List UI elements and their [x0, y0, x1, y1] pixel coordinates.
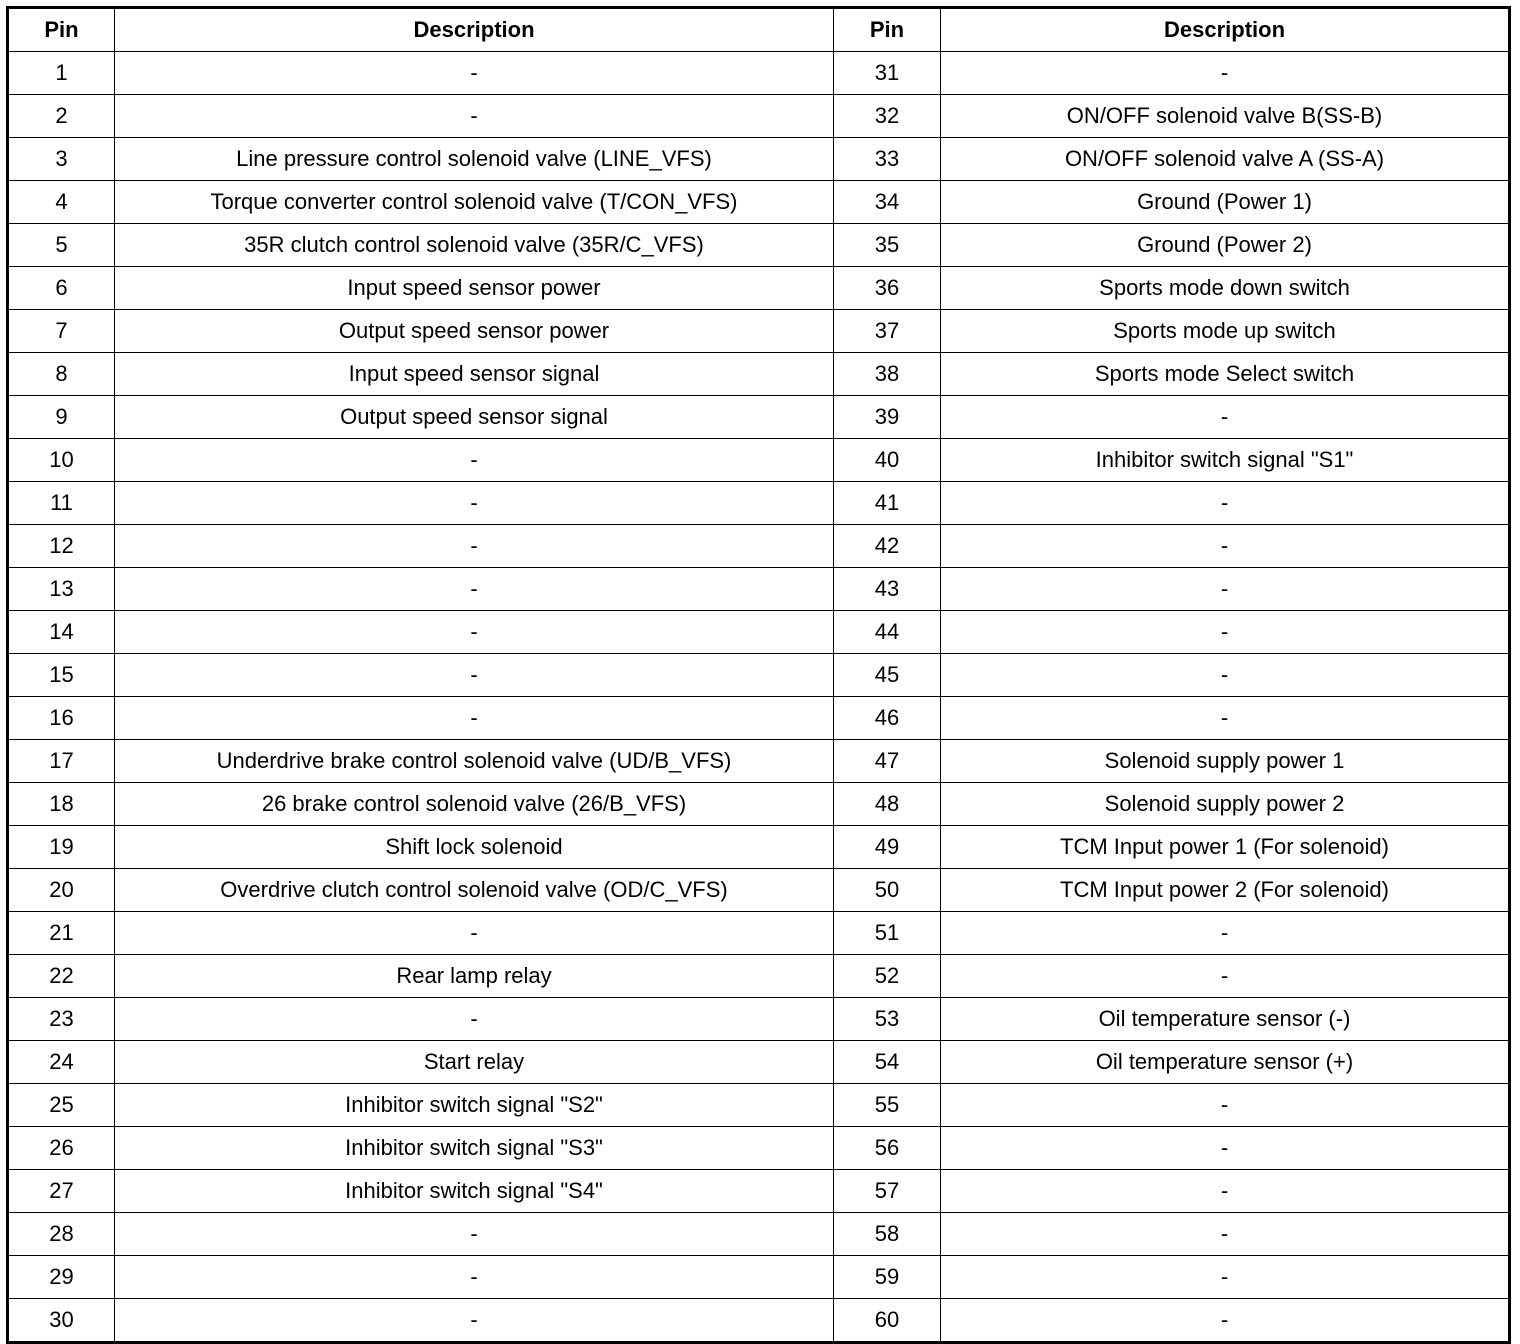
- table-row: [8, 1170, 1510, 1213]
- description-left-cell: -: [115, 482, 834, 525]
- pin-left-cell: 9: [8, 396, 115, 439]
- description-right-cell: Solenoid supply power 1: [941, 740, 1510, 783]
- description-left-cell: Underdrive brake control solenoid valve (UD/B_VFS): [115, 740, 834, 783]
- description-right-cell: -: [941, 654, 1510, 697]
- table-row: [8, 1084, 1510, 1127]
- description-left-cell: -: [115, 998, 834, 1041]
- pin-left-cell: 11: [8, 482, 115, 525]
- pin-left-cell: 2: [8, 95, 115, 138]
- table-row: [8, 568, 1510, 611]
- pin-left-cell: 30: [8, 1299, 115, 1343]
- pin-right-cell: 45: [834, 654, 941, 697]
- description-left-cell: Rear lamp relay: [115, 955, 834, 998]
- pin-left-cell: 17: [8, 740, 115, 783]
- pin-description-table: [6, 6, 1511, 1344]
- description-left-cell: -: [115, 912, 834, 955]
- pin-right-cell: 42: [834, 525, 941, 568]
- header-pin-right: Pin: [834, 8, 941, 52]
- pin-right-cell: 47: [834, 740, 941, 783]
- pin-right-cell: 53: [834, 998, 941, 1041]
- pin-right-cell: 60: [834, 1299, 941, 1343]
- pin-left-cell: 7: [8, 310, 115, 353]
- pin-right-cell: 48: [834, 783, 941, 826]
- description-right-cell: -: [941, 1170, 1510, 1213]
- description-right-cell: -: [941, 525, 1510, 568]
- description-right-cell: Oil temperature sensor (+): [941, 1041, 1510, 1084]
- description-left-cell: -: [115, 95, 834, 138]
- pin-right-cell: 35: [834, 224, 941, 267]
- table-row: [8, 267, 1510, 310]
- pin-right-cell: 41: [834, 482, 941, 525]
- pin-right-cell: 31: [834, 52, 941, 95]
- table-row: [8, 1256, 1510, 1299]
- pin-left-cell: 1: [8, 52, 115, 95]
- pin-right-cell: 55: [834, 1084, 941, 1127]
- header-row: [8, 8, 1510, 52]
- pin-left-cell: 3: [8, 138, 115, 181]
- description-right-cell: -: [941, 697, 1510, 740]
- description-right-cell: TCM Input power 2 (For solenoid): [941, 869, 1510, 912]
- table-row: [8, 353, 1510, 396]
- description-right-cell: ON/OFF solenoid valve A (SS-A): [941, 138, 1510, 181]
- pin-left-cell: 4: [8, 181, 115, 224]
- table-row: [8, 869, 1510, 912]
- pin-left-cell: 25: [8, 1084, 115, 1127]
- table-row: [8, 52, 1510, 95]
- description-right-cell: ON/OFF solenoid valve B(SS-B): [941, 95, 1510, 138]
- description-right-cell: Inhibitor switch signal "S1": [941, 439, 1510, 482]
- pin-left-cell: 28: [8, 1213, 115, 1256]
- description-left-cell: -: [115, 654, 834, 697]
- pin-right-cell: 56: [834, 1127, 941, 1170]
- description-left-cell: Shift lock solenoid: [115, 826, 834, 869]
- description-left-cell: -: [115, 1299, 834, 1343]
- description-right-cell: -: [941, 1127, 1510, 1170]
- pin-left-cell: 8: [8, 353, 115, 396]
- pin-left-cell: 14: [8, 611, 115, 654]
- pin-right-cell: 50: [834, 869, 941, 912]
- table-row: [8, 439, 1510, 482]
- pin-left-cell: 16: [8, 697, 115, 740]
- table-row: [8, 1299, 1510, 1343]
- description-left-cell: -: [115, 1213, 834, 1256]
- pin-right-cell: 49: [834, 826, 941, 869]
- pin-right-cell: 36: [834, 267, 941, 310]
- description-right-cell: -: [941, 482, 1510, 525]
- table-row: [8, 955, 1510, 998]
- description-left-cell: -: [115, 525, 834, 568]
- header-description-right: Description: [941, 8, 1510, 52]
- table-row: [8, 826, 1510, 869]
- description-left-cell: Inhibitor switch signal "S3": [115, 1127, 834, 1170]
- pin-right-cell: 32: [834, 95, 941, 138]
- pin-right-cell: 59: [834, 1256, 941, 1299]
- pin-right-cell: 34: [834, 181, 941, 224]
- pin-left-cell: 23: [8, 998, 115, 1041]
- description-right-cell: -: [941, 1299, 1510, 1343]
- pin-right-cell: 52: [834, 955, 941, 998]
- description-right-cell: Sports mode up switch: [941, 310, 1510, 353]
- description-right-cell: -: [941, 396, 1510, 439]
- pin-left-cell: 27: [8, 1170, 115, 1213]
- description-right-cell: -: [941, 1213, 1510, 1256]
- description-left-cell: -: [115, 568, 834, 611]
- pin-left-cell: 18: [8, 783, 115, 826]
- table-body: [8, 52, 1510, 1343]
- table-row: [8, 1127, 1510, 1170]
- table-row: [8, 525, 1510, 568]
- pin-right-cell: 51: [834, 912, 941, 955]
- table-row: [8, 224, 1510, 267]
- description-right-cell: Sports mode Select switch: [941, 353, 1510, 396]
- pin-left-cell: 22: [8, 955, 115, 998]
- description-right-cell: -: [941, 955, 1510, 998]
- table-row: [8, 138, 1510, 181]
- description-right-cell: -: [941, 611, 1510, 654]
- pin-right-cell: 37: [834, 310, 941, 353]
- description-left-cell: Input speed sensor power: [115, 267, 834, 310]
- table-row: [8, 697, 1510, 740]
- table-row: [8, 482, 1510, 525]
- description-right-cell: -: [941, 568, 1510, 611]
- table-row: [8, 396, 1510, 439]
- description-left-cell: -: [115, 439, 834, 482]
- description-right-cell: Oil temperature sensor (-): [941, 998, 1510, 1041]
- description-left-cell: Inhibitor switch signal "S2": [115, 1084, 834, 1127]
- pin-left-cell: 6: [8, 267, 115, 310]
- description-left-cell: Output speed sensor signal: [115, 396, 834, 439]
- table-header: [8, 8, 1510, 52]
- description-left-cell: 26 brake control solenoid valve (26/B_VFS): [115, 783, 834, 826]
- description-right-cell: -: [941, 52, 1510, 95]
- description-right-cell: -: [941, 1256, 1510, 1299]
- table-row: [8, 95, 1510, 138]
- table-row: [8, 998, 1510, 1041]
- table-row: [8, 1213, 1510, 1256]
- pin-left-cell: 29: [8, 1256, 115, 1299]
- description-right-cell: Ground (Power 2): [941, 224, 1510, 267]
- pin-left-cell: 5: [8, 224, 115, 267]
- description-left-cell: Inhibitor switch signal "S4": [115, 1170, 834, 1213]
- pin-right-cell: 38: [834, 353, 941, 396]
- header-description-left: Description: [115, 8, 834, 52]
- description-left-cell: -: [115, 1256, 834, 1299]
- pin-left-cell: 15: [8, 654, 115, 697]
- description-right-cell: -: [941, 1084, 1510, 1127]
- table-row: [8, 740, 1510, 783]
- pin-left-cell: 13: [8, 568, 115, 611]
- pin-left-cell: 20: [8, 869, 115, 912]
- pin-right-cell: 39: [834, 396, 941, 439]
- description-left-cell: -: [115, 52, 834, 95]
- pin-left-cell: 24: [8, 1041, 115, 1084]
- description-right-cell: TCM Input power 1 (For solenoid): [941, 826, 1510, 869]
- table-row: [8, 1041, 1510, 1084]
- table-row: [8, 181, 1510, 224]
- table-row: [8, 310, 1510, 353]
- table-row: [8, 912, 1510, 955]
- pin-right-cell: 58: [834, 1213, 941, 1256]
- pin-right-cell: 54: [834, 1041, 941, 1084]
- pin-right-cell: 33: [834, 138, 941, 181]
- pin-left-cell: 12: [8, 525, 115, 568]
- description-right-cell: -: [941, 912, 1510, 955]
- description-left-cell: Output speed sensor power: [115, 310, 834, 353]
- description-left-cell: Input speed sensor signal: [115, 353, 834, 396]
- table-row: [8, 654, 1510, 697]
- pin-left-cell: 21: [8, 912, 115, 955]
- table-row: [8, 783, 1510, 826]
- pin-right-cell: 46: [834, 697, 941, 740]
- description-left-cell: Line pressure control solenoid valve (LINE_VFS): [115, 138, 834, 181]
- table-row: [8, 611, 1510, 654]
- description-left-cell: Start relay: [115, 1041, 834, 1084]
- description-right-cell: Solenoid supply power 2: [941, 783, 1510, 826]
- header-pin-left: Pin: [8, 8, 115, 52]
- description-left-cell: -: [115, 697, 834, 740]
- pin-left-cell: 10: [8, 439, 115, 482]
- pin-left-cell: 26: [8, 1127, 115, 1170]
- pin-left-cell: 19: [8, 826, 115, 869]
- description-left-cell: -: [115, 611, 834, 654]
- description-left-cell: 35R clutch control solenoid valve (35R/C_VFS): [115, 224, 834, 267]
- description-right-cell: Sports mode down switch: [941, 267, 1510, 310]
- description-right-cell: Ground (Power 1): [941, 181, 1510, 224]
- pin-right-cell: 43: [834, 568, 941, 611]
- description-left-cell: Overdrive clutch control solenoid valve (OD/C_VFS): [115, 869, 834, 912]
- pin-right-cell: 57: [834, 1170, 941, 1213]
- pin-right-cell: 40: [834, 439, 941, 482]
- description-left-cell: Torque converter control solenoid valve (T/CON_VFS): [115, 181, 834, 224]
- pin-right-cell: 44: [834, 611, 941, 654]
